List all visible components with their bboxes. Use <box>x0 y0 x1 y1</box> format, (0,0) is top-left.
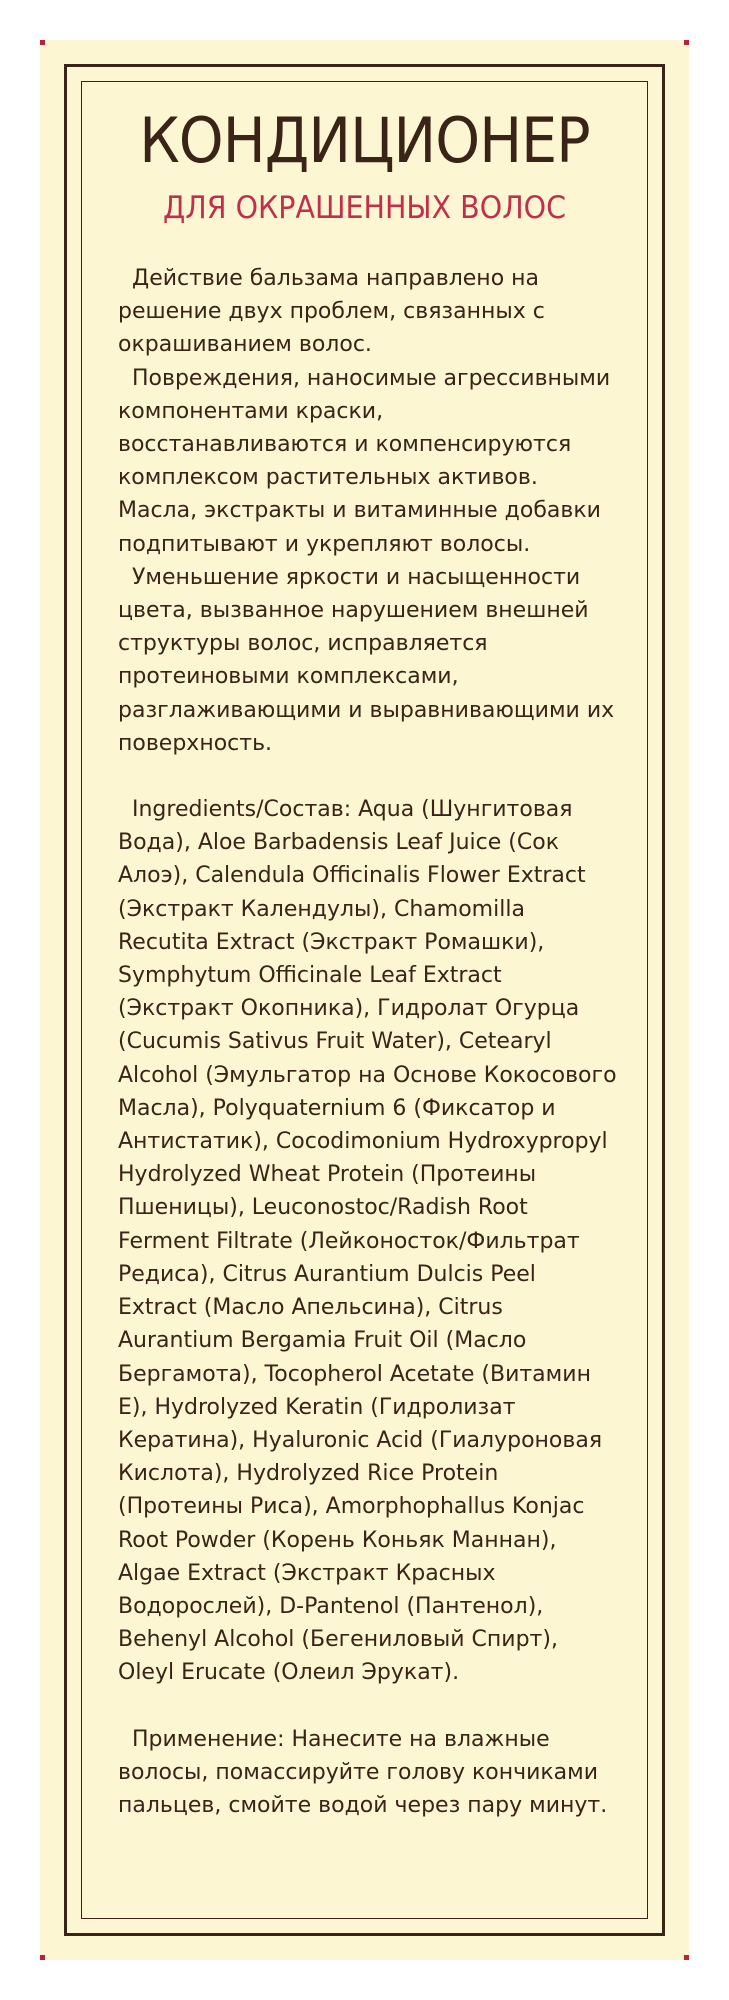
usage-instructions: Применение: Нанесите на влажные волосы, помассируйте голову кончиками пальцев, смойте водой через пару минут. <box>118 1726 608 1818</box>
description-paragraph: Уменьшение яркости и насыщенности цвета, вызванное нарушением внешней структуры волос, исправляется протеиновыми комплексами, разглаживающими и выравнивающими их поверхность. <box>118 564 615 756</box>
crop-mark-top-right <box>684 40 689 45</box>
product-subtitle: ДЛЯ ОКРАШЕННЫХ ВОЛОС <box>162 190 567 226</box>
crop-mark-bottom-right <box>684 1955 689 1960</box>
crop-mark-top-left <box>40 40 45 45</box>
paragraph-spacer <box>118 760 618 793</box>
paragraph-spacer <box>118 1690 618 1723</box>
product-title: КОНДИЦИОНЕР <box>139 104 590 177</box>
product-label <box>40 40 689 1960</box>
description-paragraph: Повреждения, наносимые агрессивными компонентами краски, восстанавливаются и компенсируются комплексом растительных активов. Масла, экстракты и витаминные добавки подпитывают и укрепляют волосы. <box>118 365 611 557</box>
ingredients-list: Ingredients/Состав: Aqua (Шунгитовая Вода), Aloe Barbadensis Leaf Juice (Сок Алоэ), Calendula Officinalis Flower Extract (Экстракт Календулы), Chamomilla Recutita Extract (Экстракт Ромашки), Symphytum Officinale Leaf Extract (Экстракт Окопника), Гидролат Огурца (Cucumis Sativus Fruit Water), Cetearyl Alcohol (Эмульгатор на Основе Кокосового Масла), Polyquaternium 6 (Фиксатор и Антистатик), Cocodimonium Hydroxypropyl Hydrolyzed Wheat Protein (Протеины Пшеницы), Leuconostoc/Radish Root Ferment Filtrate (Лейконосток/Фильтрат Редиса), Citrus Aurantium Dulcis Peel Extract (Масло Апельсина), Citrus Aurantium Bergamia Fruit Oil (Масло Бергамота), Tocopherol Acetate (Витамин Е), Hydrolyzed Keratin (Гидролизат Кератина), Hyaluronic Acid (Гиалуроновая Кислота), Hydrolyzed Rice Protein (Протеины Риса), Amorphophallus Konjac Root Powder (Корень Коньяк Маннан), Algae Extract (Экстракт Красных Водорослей), D-Pantenol (Пантенол), Behenyl Alcohol (Бегениловый Спирт), Oleyl Erucate (Олеил Эрукат). <box>118 797 617 1686</box>
description-paragraph: Действие бальзама направлено на решение двух проблем, связанных с окрашиванием волос. <box>118 266 545 358</box>
crop-mark-bottom-left <box>40 1955 45 1960</box>
label-body <box>118 262 618 1822</box>
